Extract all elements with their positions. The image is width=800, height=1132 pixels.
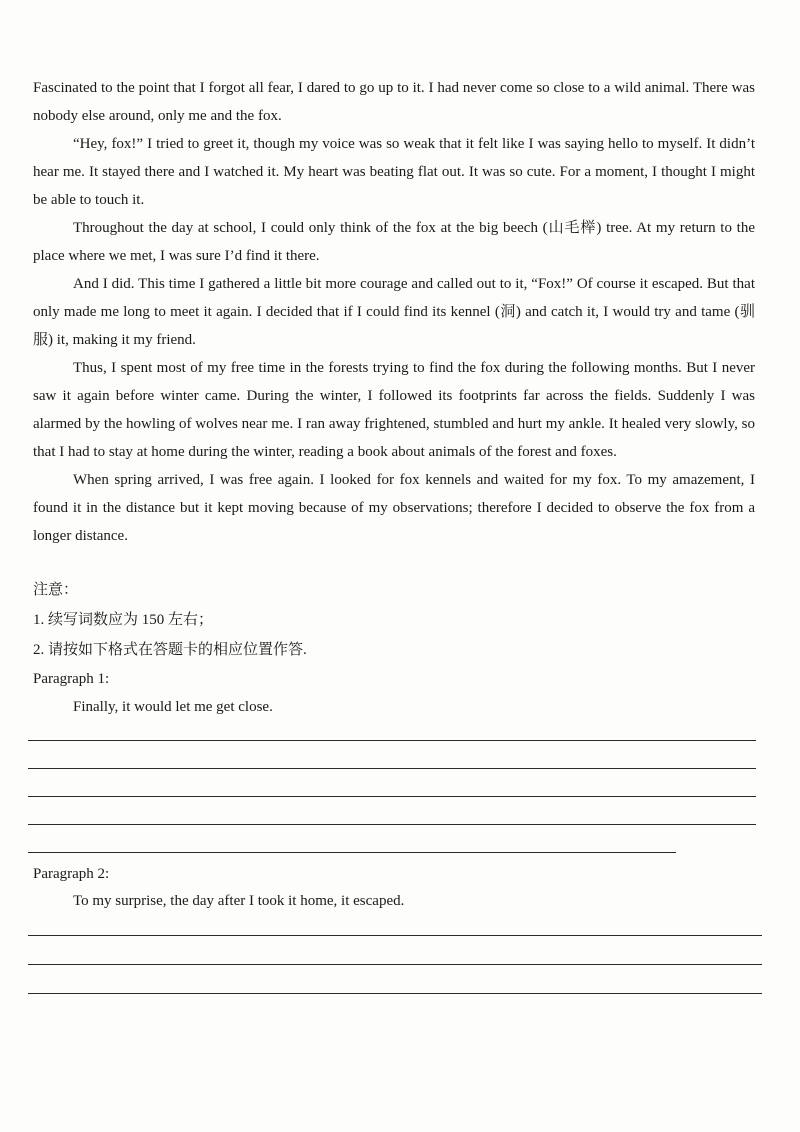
story-paragraph-5: Thus, I spent most of my free time in the forests trying to find the fox during the following months. But I never saw it again before winter came. During the winter, I followed its footprints far across the fields. Suddenly I was alarmed by the howling of wolves near me. I ran away frightened, stumbled and hurt my ankle. It healed very slowly, so that I had to stay at home during the winter, reading a book about animals of the forest and foxes. [33,360,755,460]
note-item-1: 1. 续写词数应为 150 左右； [33,612,214,628]
story-paragraph-4: And I did. This time I gathered a little bit more courage and called out to it, “Fox!” Of course it escaped. But that only made me long to meet it again. I decided that if I could find its kennel (洞) and catch it, I would try and tame (驯服) it, making it my friend. [33,276,755,348]
notes-section [33,575,755,665]
answer-line[interactable] [28,935,762,936]
answer-line[interactable] [28,768,756,769]
answer-line[interactable] [28,796,756,797]
answer-line[interactable] [28,852,676,853]
paragraph-2-label: Paragraph 2: [33,866,110,882]
story-text [33,74,755,550]
paragraph-1-starter: Finally, it would let me get close. [73,699,273,715]
note-item-2: 2. 请按如下格式在答题卡的相应位置作答. [33,642,307,658]
story-paragraph-2: “Hey, fox!” I tried to greet it, though my voice was so weak that it felt like I was saying hello to myself. It didn’t hear me. It stayed there and I watched it. My heart was beating flat out. It was so cute. For a moment, I thought I might be able to touch it. [33,136,755,208]
notes-title: 注意： [33,582,79,598]
answer-line[interactable] [28,740,756,741]
story-paragraph-1: Fascinated to the point that I forgot all fear, I dared to go up to it. I had never come so close to a wild animal. There was nobody else around, only me and the fox. [33,80,755,124]
answer-line[interactable] [28,824,756,825]
paragraph-2-starter: To my surprise, the day after I took it home, it escaped. [73,893,405,909]
paragraph-1-label: Paragraph 1: [33,671,110,687]
story-paragraph-3: Throughout the day at school, I could only think of the fox at the big beech (山毛榉) tree. At my return to the place where we met, I was sure I’d find it there. [33,220,755,264]
answer-line[interactable] [28,964,762,965]
answer-line[interactable] [28,993,762,994]
story-paragraph-6: When spring arrived, I was free again. I looked for fox kennels and waited for my fox. To my amazement, I found it in the distance but it kept moving because of my observations; therefore I decided to observe the fox from a longer distance. [33,472,755,544]
